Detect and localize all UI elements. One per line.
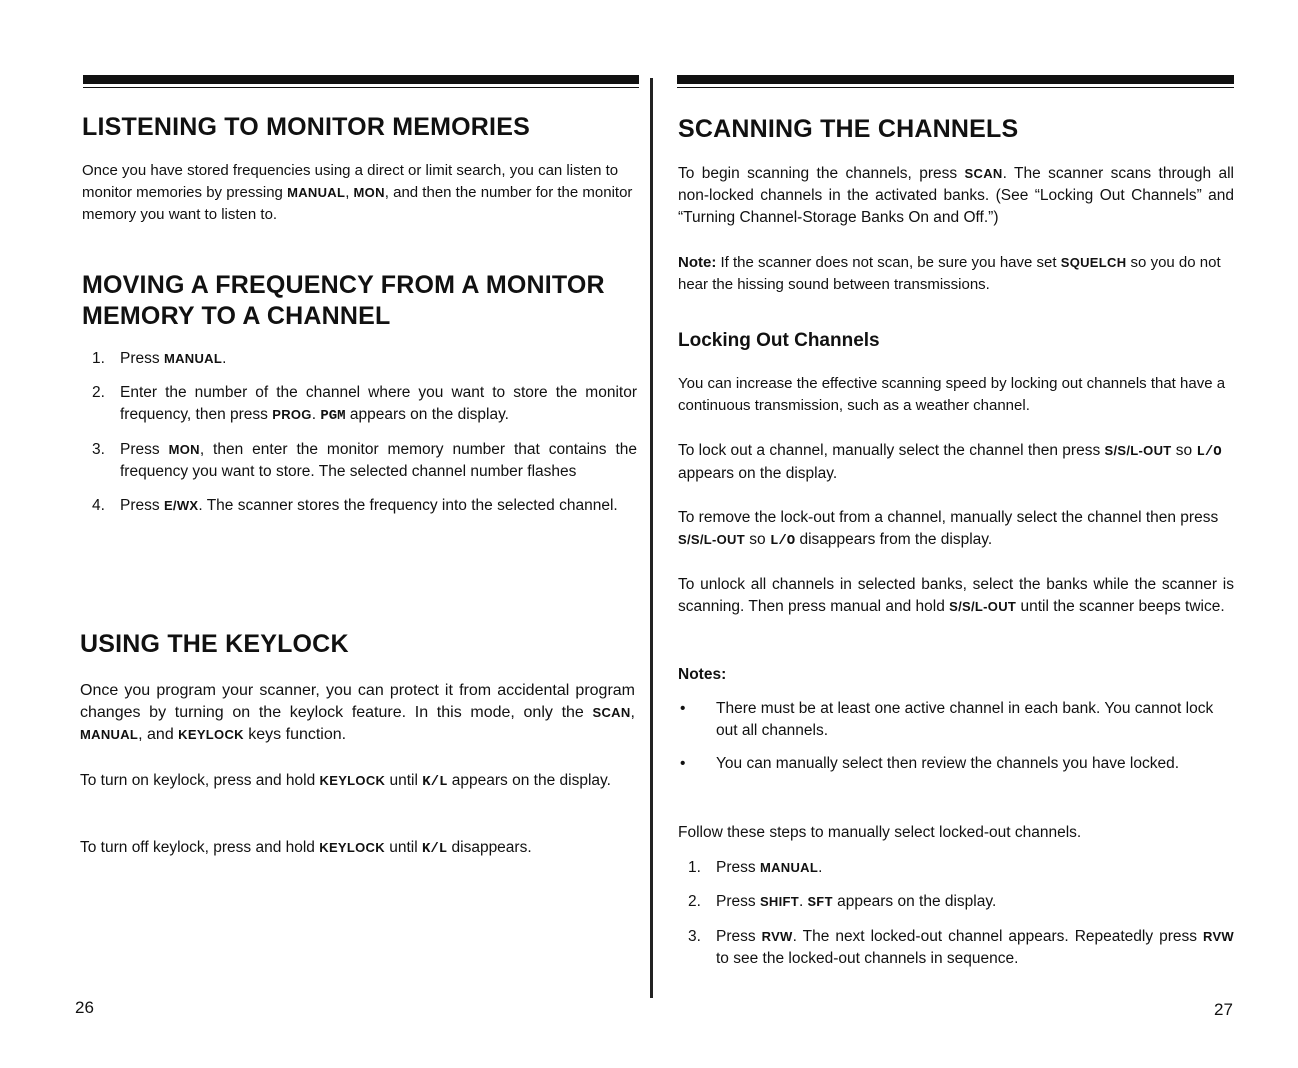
page-gutter <box>650 78 653 998</box>
para-keylock-1: Once you program your scanner, you can protect it from accidental program changes by turning on the keylock feature. In this mode, only the SCAN, MANUAL, and KEYLOCK keys function. <box>80 682 635 743</box>
key-mon: MON <box>353 185 385 200</box>
lcd-lo: L/O <box>1196 444 1222 460</box>
para-lock-3: To remove the lock-out from a channel, manually select the channel then press S/S/L-OUT so L/O disappears from the display. <box>678 509 1219 549</box>
lcd-pgm: PGM <box>320 408 346 424</box>
key-manual: MANUAL <box>287 185 346 200</box>
list-item: 3. Press RVW. The next locked-out channel appears. Repeatedly press RVW to see the locked-out channels in sequence. <box>688 928 1234 967</box>
heading-listening: LISTENING TO MONITOR MEMORIES <box>82 113 530 141</box>
para-follow: Follow these steps to manually select locked-out channels. <box>678 824 1082 841</box>
page-number-right: 27 <box>1214 1000 1233 1019</box>
para-keylock-2: To turn on keylock, press and hold KEYLOCK until K/L appears on the display. <box>80 772 611 790</box>
list-item: 3. Press MON, then enter the monitor memory number that contains the frequency you want to store. The selected channel number flashes <box>92 441 637 480</box>
heading-locking: Locking Out Channels <box>678 330 880 351</box>
right-header-rule <box>677 75 1234 84</box>
para-note: Note: If the scanner does not scan, be sure you have set SQUELCH so you do not hear the hissing sound between transmissions. <box>678 254 1221 293</box>
para-lock-1: You can increase the effective scanning speed by locking out channels that have a continuous transmission, such as a weather channel. <box>678 375 1226 414</box>
list-item: 2. Enter the number of the channel where you want to store the monitor frequency, then press PROG. PGM appears on the display. <box>92 384 637 424</box>
lcd-kl: K/L <box>422 774 448 790</box>
list-item: 1. Press MANUAL. <box>688 859 823 876</box>
list-item: 1. Press MANUAL. <box>92 350 227 367</box>
notes-label: Notes: <box>678 666 727 683</box>
para-keylock-3: To turn off keylock, press and hold KEYLOCK until K/L disappears. <box>80 839 532 857</box>
notes-list <box>678 698 1234 775</box>
lcd-sft: SFT <box>807 895 833 911</box>
list-item: 4. Press E/WX. The scanner stores the frequency into the selected channel. <box>92 497 618 514</box>
review-steps <box>678 857 1234 970</box>
lcd-kl: K/L <box>421 841 448 857</box>
para-scan-1: To begin scanning the channels, press SCAN. The scanner scans through all non-locked channels in the activated banks. (See “Locking Out Channels” and “Turning Channel-Storage Banks On and Off.”) <box>678 165 1235 226</box>
para-lock-2: To lock out a channel, manually select the channel then press S/S/L-OUT so L/O appears on the display. <box>678 442 1222 482</box>
heading-scanning: SCANNING THE CHANNELS <box>678 115 1019 143</box>
left-header-rule <box>83 75 639 84</box>
heading-moving: MOVING A FREQUENCY FROM A MONITOR MEMORY TO A CHANNEL <box>82 271 605 330</box>
list-item: 2. Press SHIFT. SFT appears on the display. <box>688 893 997 911</box>
heading-keylock: USING THE KEYLOCK <box>80 630 349 658</box>
list-item: • There must be at least one active channel in each bank. You cannot lock out all channels. <box>680 700 1214 739</box>
para-listening: Once you have stored frequencies using a direct or limit search, you can listen to monitor memories by pressing MANUAL, MON, and then the number for the monitor memory you want to listen to. <box>82 162 633 223</box>
page-number-left: 26 <box>75 998 94 1017</box>
moving-steps <box>82 348 637 517</box>
para-lock-4: To unlock all channels in selected banks, select the banks while the scanner is scanning. Then press manual and hold S/S/L-OUT until the scanner beeps twice. <box>678 576 1234 615</box>
list-item: • You can manually select then review the channels you have locked. <box>680 755 1179 772</box>
lcd-lo: L/O <box>769 533 796 549</box>
